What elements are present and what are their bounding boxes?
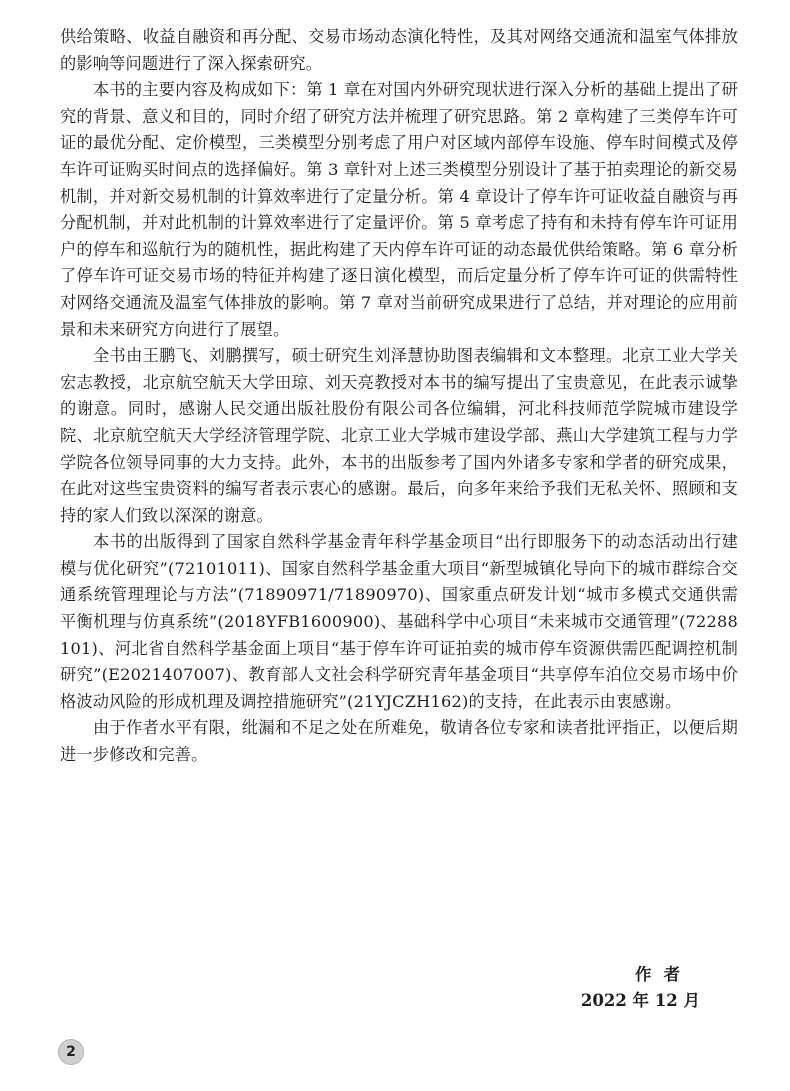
- preface-paragraph-closing: 由于作者水平有限，纰漏和不足之处在所难免，敬请各位专家和读者批评指正，以便后期进一步修改和完善。: [60, 718, 738, 765]
- preface-paragraph-acknowledgements: 全书由王鹏飞、刘鹏撰写，硕士研究生刘泽慧协助图表编辑和文本整理。北京工业大学关宏志教授，北京航空航天大学田琼、刘天亮教授对本书的编写提出了宝贵意见，在此表示诚挚的谢意。同时，感谢人民交通出版社股份有限公司各位编辑，河北科技师范学院城市建设学院、北京航空航天大学经济管理学院、北京工业大学城市建设学部、燕山大学建筑工程与力学学院各位领导同事的大力支持。此外，本书的出版参考了国内外诸多专家和学者的研究成果，在此对这些宝贵资料的编写者表示衷心的感谢。最后，向多年来给予我们无私关怀、照顾和支持的家人们致以深深的谢意。: [60, 346, 738, 525]
- signature-date: 2022 年 12 月: [580, 991, 700, 1010]
- preface-paragraph-contents: 本书的主要内容及构成如下：第 1 章在对国内外研究现状进行深入分析的基础上提出了研究的背景、意义和目的，同时介绍了研究方法并梳理了研究思路。第 2 章构建了三类停车许可证的最优分配、定价模型，三类模型分别考虑了用户对区域内部停车设施、停车时间模式及停车许可证购买时间点的选择偏好。第 3 章针对上述三类模型分别设计了基于拍卖理论的新交易机制，并对新交易机制的计算效率进行了定量分析。第 4 章设计了停车许可证收益自融资与再分配机制，并对此机制的计算效率进行了定量评价。第 5 章考虑了持有和未持有停车许可证用户的停车和巡航行为的随机性，据此构建了天内停车许可证的动态最优供给策略。第 6 章分析了停车许可证交易市场的特征并构建了逐日演化模型，而后定量分析了停车许可证的供需特性对网络交通流及温室气体排放的影响。第 7 章对当前研究成果进行了总结，并对理论的应用前景和未来研究方向进行了展望。: [60, 80, 738, 339]
- page-number: 2: [66, 1044, 76, 1060]
- preface-body: [60, 24, 738, 769]
- preface-paragraph-continuation: 供给策略、收益自融资和再分配、交易市场动态演化特性，及其对网络交通流和温室气体排放的影响等问题进行了深入探索研究。: [60, 27, 738, 73]
- page-number-badge: [58, 1039, 84, 1065]
- signature-author: 作者: [635, 965, 692, 984]
- signature-block: [500, 962, 700, 1014]
- preface-paragraph-funding: 本书的出版得到了国家自然科学基金青年科学基金项目“出行即服务下的动态活动出行建模与优化研究”(72101011)、国家自然科学基金重大项目“新型城镇化导向下的城市群综合交通系统管理理论与方法”(71890971/71890970)、国家重点研发计划“城市多模式交通供需平衡机理与仿真系统”(2018YFB1600900)、基础科学中心项目“未来城市交通管理”(72288101)、河北省自然科学基金面上项目“基于停车许可证拍卖的城市停车资源供需匹配调控机制研究”(E2021407007)、教育部人文社会科学研究青年基金项目“共享停车泊位交易市场中价格波动风险的形成机理及调控措施研究”(21YJCZH162)的支持，在此表示由衷感谢。: [60, 532, 738, 711]
